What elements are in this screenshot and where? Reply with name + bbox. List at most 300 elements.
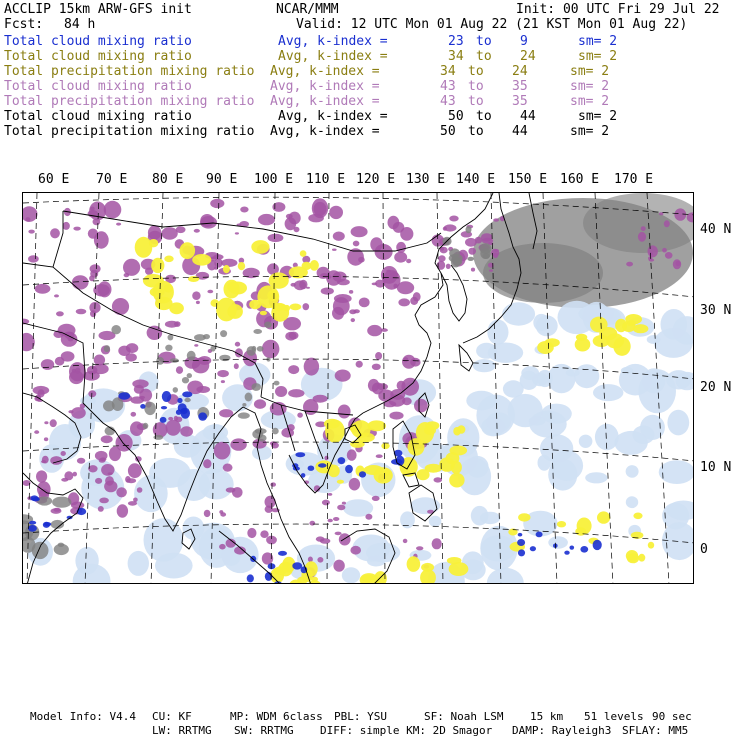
upper-level-cloud xyxy=(230,438,246,450)
mid-level-cloud xyxy=(337,480,344,484)
upper-level-cloud xyxy=(294,227,300,232)
top-level-cloud xyxy=(194,334,206,341)
mid-level-cloud xyxy=(575,338,591,352)
longitude-100e xyxy=(271,193,275,584)
top-level-cloud xyxy=(449,254,463,262)
top-level-cloud xyxy=(245,393,253,402)
low-level-cloud xyxy=(140,404,145,409)
longitude-label: 120 E xyxy=(356,172,396,187)
low-level-light-cloud xyxy=(149,458,191,488)
mid-level-cloud xyxy=(169,302,184,314)
low-level-cloud xyxy=(345,465,353,474)
low-level-cloud xyxy=(177,398,182,403)
upper-level-cloud xyxy=(303,303,310,310)
upper-level-cloud xyxy=(132,379,148,388)
upper-level-cloud xyxy=(335,370,351,382)
upper-level-cloud xyxy=(375,352,382,360)
upper-level-cloud xyxy=(194,344,198,347)
upper-level-cloud xyxy=(434,477,443,482)
upper-level-cloud xyxy=(42,456,49,464)
upper-level-cloud xyxy=(28,230,34,234)
field-name: Total cloud mixing ratio xyxy=(4,34,192,49)
field-row xyxy=(0,64,740,79)
upper-level-cloud xyxy=(493,218,499,221)
coastline-china xyxy=(363,193,493,413)
field-to: to xyxy=(468,124,484,139)
upper-level-cloud xyxy=(23,206,38,222)
mid-level-cloud xyxy=(223,265,230,273)
upper-level-cloud xyxy=(175,417,182,423)
upper-level-cloud xyxy=(335,532,342,536)
top-level-cloud xyxy=(173,387,178,393)
upper-level-cloud xyxy=(75,368,81,374)
center-label: NCAR/MMM xyxy=(276,2,339,17)
low-level-light-cloud xyxy=(548,536,568,548)
upper-level-cloud xyxy=(353,241,360,247)
mid-level-cloud xyxy=(590,317,608,333)
field-smoothing: sm= 2 xyxy=(570,64,610,79)
low-level-cloud xyxy=(359,471,366,477)
mid-level-cloud xyxy=(626,550,638,562)
upper-level-cloud xyxy=(332,249,337,251)
upper-level-cloud xyxy=(328,493,333,496)
upper-level-cloud xyxy=(414,399,428,413)
upper-level-cloud xyxy=(210,199,224,208)
field-to: to xyxy=(468,94,484,109)
field-row xyxy=(0,109,740,124)
top-level-cloud xyxy=(104,345,110,352)
upper-level-cloud xyxy=(98,281,112,297)
mid-level-cloud xyxy=(449,562,469,576)
low-level-light-cloud xyxy=(659,460,694,484)
upper-level-cloud xyxy=(378,390,394,402)
low-level-light-cloud xyxy=(342,567,360,583)
upper-level-cloud xyxy=(176,366,183,374)
upper-level-cloud xyxy=(192,291,200,300)
upper-level-cloud xyxy=(125,476,131,483)
upper-level-cloud xyxy=(128,501,137,506)
upper-level-cloud xyxy=(112,298,129,315)
mid-level-cloud xyxy=(648,542,654,549)
mid-level-cloud xyxy=(164,284,174,292)
upper-level-cloud xyxy=(76,309,87,315)
upper-level-cloud xyxy=(334,294,352,303)
upper-level-cloud xyxy=(34,430,39,434)
top-level-cloud xyxy=(187,373,192,378)
upper-level-cloud xyxy=(234,363,239,369)
longitude-labels xyxy=(0,172,740,188)
mp-scheme: MP: WDM 6class xyxy=(230,710,323,723)
top-level-cloud xyxy=(184,398,190,402)
field-name: Total precipitation mixing ratio xyxy=(4,124,255,139)
low-level-cloud xyxy=(593,540,602,550)
upper-level-cloud xyxy=(372,364,381,370)
field-smoothing: sm= 2 xyxy=(570,124,610,139)
upper-level-cloud xyxy=(397,381,406,390)
low-level-light-cloud xyxy=(199,469,234,500)
longitude-label: 70 E xyxy=(96,172,128,187)
low-level-cloud xyxy=(118,392,130,399)
mid-level-cloud xyxy=(284,305,290,312)
low-level-cloud xyxy=(536,532,543,538)
sf-scheme: SF: Noah LSM xyxy=(424,710,504,723)
upper-level-cloud xyxy=(116,223,121,226)
mid-level-cloud xyxy=(135,237,153,258)
upper-level-cloud xyxy=(204,510,211,517)
upper-level-cloud xyxy=(489,269,493,271)
low-level-light-cloud xyxy=(476,343,497,359)
mid-level-cloud xyxy=(416,469,429,480)
field-row xyxy=(0,49,740,64)
top-level-cloud xyxy=(54,544,69,555)
low-level-light-cloud xyxy=(579,435,593,448)
top-level-cloud xyxy=(182,377,189,383)
low-level-light-cloud xyxy=(585,472,607,483)
low-level-cloud xyxy=(43,522,50,528)
latitude-label: 20 N xyxy=(700,380,732,395)
upper-level-cloud xyxy=(72,275,89,289)
model-title: ACCLIP 15km ARW-GFS init xyxy=(4,2,192,17)
top-level-cloud xyxy=(264,322,272,328)
upper-level-cloud xyxy=(372,283,378,286)
field-k-start: 23 xyxy=(448,34,464,49)
upper-level-cloud xyxy=(368,379,379,392)
field-k-start: 50 xyxy=(440,124,456,139)
upper-level-cloud xyxy=(367,325,382,336)
upper-level-cloud xyxy=(93,364,109,374)
field-k-start: 43 xyxy=(440,94,456,109)
latitude-label: 10 N xyxy=(700,460,732,475)
mid-level-cloud xyxy=(300,250,307,257)
mid-level-cloud xyxy=(518,513,530,521)
low-level-light-cloud xyxy=(183,517,205,540)
field-k-start: 34 xyxy=(440,64,456,79)
low-level-light-cloud xyxy=(533,314,549,331)
field-avg-label: Avg, k-index = xyxy=(278,109,388,124)
low-level-light-cloud xyxy=(626,465,639,478)
upper-level-cloud xyxy=(662,248,667,253)
low-level-light-cloud xyxy=(529,411,566,438)
upper-level-cloud xyxy=(137,487,143,493)
top-level-cloud xyxy=(238,412,250,418)
field-row xyxy=(0,124,740,139)
field-avg-label: Avg, k-index = xyxy=(278,34,388,49)
upper-level-cloud xyxy=(73,227,80,231)
upper-level-cloud xyxy=(101,435,113,443)
upper-level-cloud xyxy=(95,451,108,461)
upper-level-cloud xyxy=(383,270,401,290)
upper-level-cloud xyxy=(221,380,225,383)
mid-level-cloud xyxy=(374,467,393,483)
upper-level-cloud xyxy=(33,386,50,395)
upper-level-cloud xyxy=(44,421,48,424)
upper-level-cloud xyxy=(372,496,380,501)
field-smoothing: sm= 2 xyxy=(570,94,610,109)
field-row xyxy=(0,94,740,109)
mid-level-cloud xyxy=(192,254,211,266)
upper-level-cloud xyxy=(272,202,285,212)
upper-level-cloud xyxy=(468,248,476,255)
mid-level-cloud xyxy=(188,276,199,282)
low-level-cloud xyxy=(160,417,167,423)
upper-level-cloud xyxy=(61,451,66,456)
field-to: to xyxy=(468,79,484,94)
vertical-levels: 51 levels xyxy=(584,710,644,723)
mid-level-cloud xyxy=(633,324,649,333)
top-level-cloud xyxy=(165,345,172,351)
upper-level-cloud xyxy=(440,247,448,254)
mid-level-cloud xyxy=(249,300,261,309)
upper-level-cloud xyxy=(77,458,85,464)
low-level-light-cloud xyxy=(466,456,488,478)
low-level-cloud xyxy=(570,546,575,550)
longitude-label: 150 E xyxy=(508,172,548,187)
upper-level-cloud xyxy=(449,216,458,222)
upper-level-cloud xyxy=(351,226,368,237)
low-level-cloud xyxy=(247,574,254,582)
upper-level-cloud xyxy=(90,270,98,278)
upper-level-cloud xyxy=(321,288,334,295)
low-level-light-cloud xyxy=(502,302,535,325)
upper-level-cloud xyxy=(320,538,331,544)
low-level-cloud xyxy=(161,406,167,409)
field-smoothing: sm= 2 xyxy=(578,49,618,64)
upper-level-cloud xyxy=(329,206,343,219)
upper-level-cloud xyxy=(131,412,137,417)
upper-level-cloud xyxy=(268,234,284,242)
upper-level-cloud xyxy=(402,397,412,405)
upper-level-cloud xyxy=(314,202,327,216)
upper-level-cloud xyxy=(165,321,179,328)
upper-level-cloud xyxy=(638,232,646,242)
upper-level-cloud xyxy=(482,238,493,244)
upper-level-cloud xyxy=(232,487,243,498)
upper-level-cloud xyxy=(413,292,421,301)
upper-level-cloud xyxy=(200,214,214,227)
low-level-cloud xyxy=(396,456,405,466)
top-level-cloud xyxy=(257,346,264,352)
model-info: Model Info: V4.4 xyxy=(30,710,136,723)
mid-level-cloud xyxy=(449,473,464,488)
top-level-cloud xyxy=(253,329,262,334)
upper-level-cloud xyxy=(359,298,370,308)
upper-level-cloud xyxy=(410,358,420,367)
top-level-cloud xyxy=(170,358,179,363)
upper-level-cloud xyxy=(333,232,345,241)
field-row xyxy=(0,34,740,49)
low-level-cloud xyxy=(198,412,207,420)
low-level-light-cloud xyxy=(410,497,440,514)
upper-level-cloud xyxy=(116,487,127,497)
low-level-light-cloud xyxy=(128,551,149,576)
low-level-light-cloud xyxy=(654,328,693,358)
low-level-light-cloud xyxy=(473,359,496,372)
forecast-map xyxy=(22,192,694,584)
upper-level-cloud xyxy=(270,482,276,486)
upper-level-cloud xyxy=(50,228,60,238)
longitude-70e xyxy=(85,193,99,584)
upper-level-cloud xyxy=(432,538,442,549)
mid-level-cloud xyxy=(545,338,560,347)
low-level-cloud xyxy=(182,391,192,397)
longitude-label: 60 E xyxy=(38,172,70,187)
field-smoothing: sm= 2 xyxy=(578,34,618,49)
mid-level-cloud xyxy=(251,240,269,254)
resolution: 15 km xyxy=(530,710,564,723)
field-k-end: 9 xyxy=(520,34,528,49)
damp-scheme: DAMP: Rayleigh3 xyxy=(512,724,612,737)
top-level-cloud xyxy=(37,496,52,505)
upper-level-cloud xyxy=(281,428,294,438)
upper-level-cloud xyxy=(389,412,403,420)
top-level-cloud xyxy=(220,330,227,337)
latitude-label: 40 N xyxy=(700,222,732,237)
upper-level-cloud xyxy=(104,481,117,493)
upper-level-cloud xyxy=(304,358,319,376)
low-level-light-cloud xyxy=(640,415,665,440)
longitude-label: 80 E xyxy=(152,172,184,187)
low-level-cloud xyxy=(564,551,569,555)
upper-level-cloud xyxy=(223,464,233,472)
mid-level-cloud xyxy=(453,427,461,436)
upper-level-cloud xyxy=(254,399,266,409)
mid-level-cloud xyxy=(421,563,434,572)
upper-level-cloud xyxy=(309,521,315,526)
low-level-cloud xyxy=(28,525,37,532)
upper-level-cloud xyxy=(44,437,48,441)
upper-level-cloud xyxy=(213,254,223,259)
upper-level-cloud xyxy=(347,449,357,460)
field-k-end: 35 xyxy=(512,79,528,94)
top-level-cloud xyxy=(252,346,257,352)
top-level-cloud xyxy=(187,351,196,361)
low-level-light-cloud xyxy=(429,516,442,527)
upper-level-cloud xyxy=(147,326,163,340)
upper-level-cloud xyxy=(673,259,681,269)
mid-level-cloud xyxy=(290,304,302,311)
mid-level-cloud xyxy=(633,513,642,520)
upper-level-cloud xyxy=(289,332,299,340)
mid-level-cloud xyxy=(260,311,267,316)
upper-level-cloud xyxy=(217,370,229,377)
upper-level-cloud xyxy=(161,227,177,240)
mid-level-cloud xyxy=(357,433,375,443)
upper-level-cloud xyxy=(139,389,152,402)
mid-level-cloud xyxy=(151,258,164,273)
upper-level-cloud xyxy=(317,557,323,563)
longitude-label: 90 E xyxy=(206,172,238,187)
field-avg-label: Avg, k-index = xyxy=(270,64,380,79)
low-level-cloud xyxy=(530,546,536,551)
mid-level-cloud xyxy=(311,577,318,582)
mid-level-cloud xyxy=(407,556,421,572)
upper-level-cloud xyxy=(288,365,299,374)
low-level-light-cloud xyxy=(593,384,623,401)
top-level-cloud xyxy=(144,402,156,415)
low-level-cloud xyxy=(162,391,171,402)
low-level-light-cloud xyxy=(209,424,223,432)
field-k-end: 44 xyxy=(512,124,528,139)
top-level-cloud xyxy=(210,346,215,352)
upper-level-cloud xyxy=(665,252,673,259)
upper-level-cloud xyxy=(36,470,47,482)
upper-level-cloud xyxy=(416,546,423,550)
top-level-cloud xyxy=(103,400,115,411)
low-level-light-cloud xyxy=(521,366,539,380)
upper-level-cloud xyxy=(247,528,256,538)
field-avg-label: Avg, k-index = xyxy=(270,124,380,139)
field-name: Total cloud mixing ratio xyxy=(4,79,192,94)
upper-level-cloud xyxy=(194,229,200,233)
upper-level-cloud xyxy=(126,353,137,361)
upper-level-cloud xyxy=(349,309,356,314)
top-level-cloud xyxy=(143,423,149,429)
upper-level-cloud xyxy=(674,208,686,220)
upper-level-cloud xyxy=(88,229,98,239)
mid-level-cloud xyxy=(447,557,462,564)
mid-level-cloud xyxy=(381,443,389,449)
upper-level-cloud xyxy=(333,560,344,572)
low-level-cloud xyxy=(278,551,287,556)
upper-level-cloud xyxy=(99,498,109,504)
upper-level-cloud xyxy=(349,290,353,294)
upper-level-cloud xyxy=(28,255,39,262)
coastline-kyushu xyxy=(459,345,473,371)
field-k-end: 44 xyxy=(520,109,536,124)
mid-level-cloud xyxy=(164,256,173,263)
mid-level-cloud xyxy=(216,298,237,322)
upper-level-cloud xyxy=(339,533,351,545)
upper-level-cloud xyxy=(124,273,130,277)
upper-level-cloud xyxy=(394,252,407,263)
low-level-light-cloud xyxy=(487,568,524,584)
longitude-label: 100 E xyxy=(254,172,294,187)
top-level-cloud xyxy=(111,325,121,334)
top-level-cloud xyxy=(467,257,474,261)
low-level-light-cloud xyxy=(574,364,599,388)
field-to: to xyxy=(468,64,484,79)
longitude-label: 110 E xyxy=(306,172,346,187)
low-level-cloud xyxy=(292,562,302,569)
top-level-cloud xyxy=(52,497,71,508)
upper-level-cloud xyxy=(376,454,383,458)
pbl-scheme: PBL: YSU xyxy=(334,710,387,723)
sw-scheme: SW: RRTMG xyxy=(234,724,294,737)
upper-level-cloud xyxy=(53,508,60,512)
top-level-cloud xyxy=(466,226,472,233)
mid-level-cloud xyxy=(577,518,592,535)
top-level-cloud xyxy=(274,381,280,386)
upper-level-cloud xyxy=(64,471,73,480)
field-k-end: 35 xyxy=(512,94,528,109)
low-level-light-cloud xyxy=(548,364,576,393)
mid-level-cloud xyxy=(238,262,245,270)
mid-level-cloud xyxy=(416,422,434,443)
upper-level-cloud xyxy=(349,478,360,491)
mid-level-cloud xyxy=(625,314,642,324)
field-avg-label: Avg, k-index = xyxy=(270,94,380,109)
fcst-value: 84 h xyxy=(64,17,96,32)
upper-level-cloud xyxy=(294,280,306,290)
upper-level-cloud xyxy=(337,505,345,511)
upper-level-cloud xyxy=(322,500,330,506)
upper-level-cloud xyxy=(297,413,303,418)
low-level-cloud xyxy=(30,495,38,501)
upper-level-cloud xyxy=(288,389,304,397)
field-k-start: 43 xyxy=(440,79,456,94)
upper-level-cloud xyxy=(50,419,57,427)
low-level-light-cloud xyxy=(155,553,193,579)
